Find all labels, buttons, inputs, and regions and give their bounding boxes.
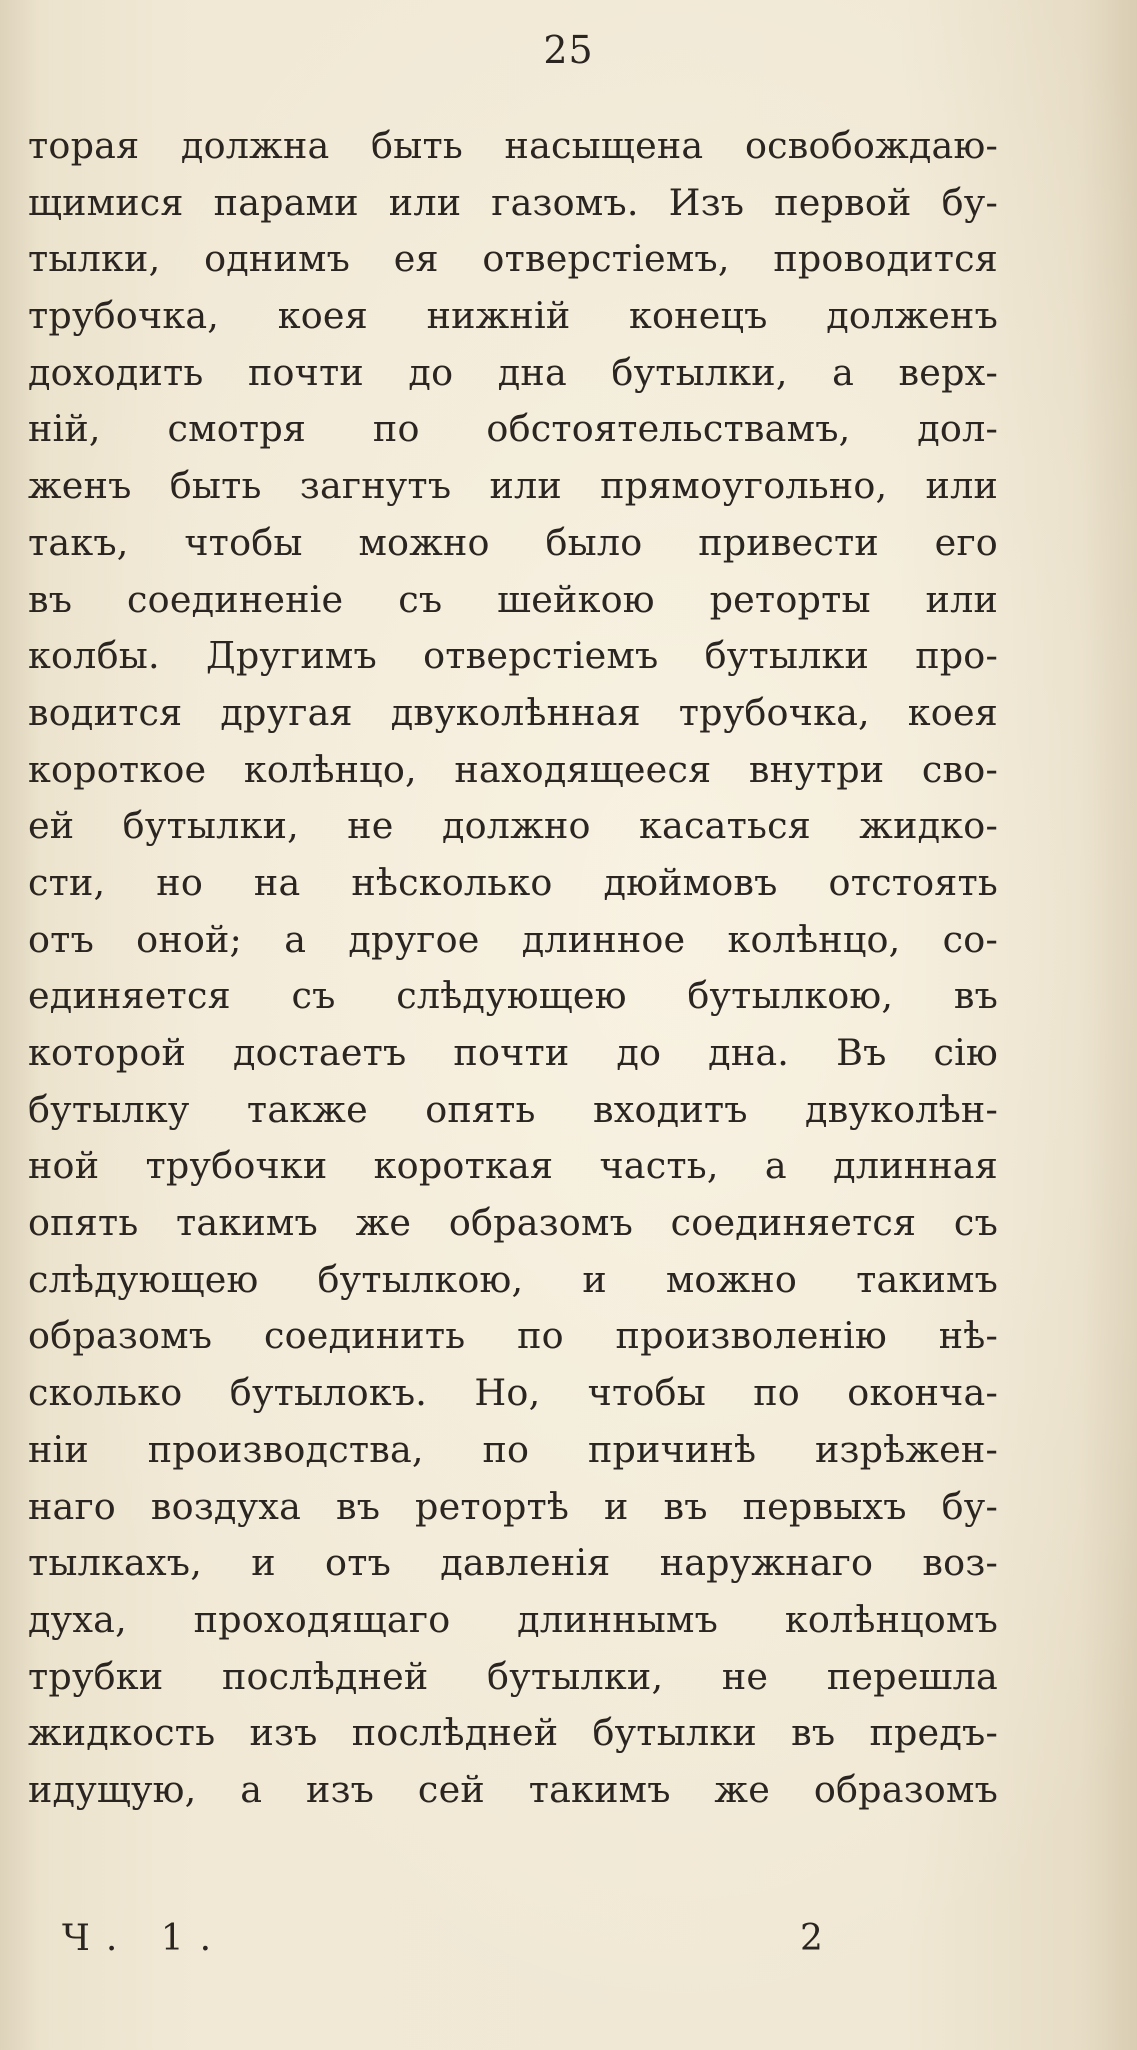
text-line: такъ, чтобы можно было привести его: [28, 520, 998, 564]
text-line: колбы. Другимъ отверстіемъ бутылки про-: [28, 634, 998, 678]
signature-number: 2: [800, 1918, 823, 1959]
text-line: ей бутылки, не должно касаться жидко-: [28, 804, 998, 848]
text-line: торая должна быть насыщена освобождаю-: [28, 124, 998, 167]
text-line: сколько бутылокъ. Но, чтобы по оконча-: [28, 1371, 998, 1415]
text-line: бутылку также опять входитъ двуколѣн-: [28, 1087, 998, 1131]
text-line: ніи производства, по причинѣ изрѣжен-: [28, 1427, 998, 1471]
text-line: образомъ соединить по произволенію нѣ-: [28, 1314, 998, 1358]
text-line: трубки послѣдней бутылки, не перешла: [28, 1654, 998, 1698]
text-line: женъ быть загнутъ или прямоугольно, или: [28, 464, 998, 508]
text-line: опять такимъ же образомъ соединяется съ: [28, 1201, 998, 1245]
signature-mark: Ч. 1.: [62, 1918, 228, 1959]
text-line: сти, но на нѣсколько дюймовъ отстоять: [28, 860, 998, 904]
text-line: жидкость изъ послѣдней бутылки въ предъ-: [28, 1711, 998, 1755]
text-line: тылки, однимъ ея отверстіемъ, проводится: [28, 237, 998, 281]
page-number: 25: [543, 28, 594, 72]
text-line: щимися парами или газомъ. Изъ первой бу-: [28, 180, 998, 224]
text-line: тылкахъ, и отъ давленія наружнаго воз-: [28, 1541, 998, 1585]
body-text: [28, 118, 998, 1819]
text-line: идущую, а изъ сей такимъ же образомъ: [28, 1767, 998, 1811]
text-line: ній, смотря по обстоятельствамъ, дол-: [28, 407, 998, 451]
text-line: короткое колѣнцо, находящееся внутри сво-: [28, 747, 998, 791]
text-line: ной трубочки короткая часть, а длинная: [28, 1144, 998, 1188]
text-line: наго воздуха въ ретортѣ и въ первыхъ бу-: [28, 1484, 998, 1528]
text-line: которой достаетъ почти до дна. Въ сію: [28, 1031, 998, 1074]
page-footer: [0, 1918, 1137, 1978]
text-line: доходить почти до дна бутылки, а верх-: [28, 350, 998, 394]
text-line: единяется съ слѣдующею бутылкою, въ: [28, 974, 998, 1018]
text-line: духа, проходящаго длиннымъ колѣнцомъ: [28, 1597, 998, 1641]
text-line: отъ оной; а другое длинное колѣнцо, со-: [28, 917, 998, 961]
text-line: въ соединеніе съ шейкою реторты или: [28, 577, 998, 621]
text-line: трубочка, коея нижній конецъ долженъ: [28, 294, 998, 338]
text-line: водится другая двуколѣнная трубочка, коея: [28, 690, 998, 734]
text-line: слѣдующею бутылкою, и можно такимъ: [28, 1257, 998, 1301]
